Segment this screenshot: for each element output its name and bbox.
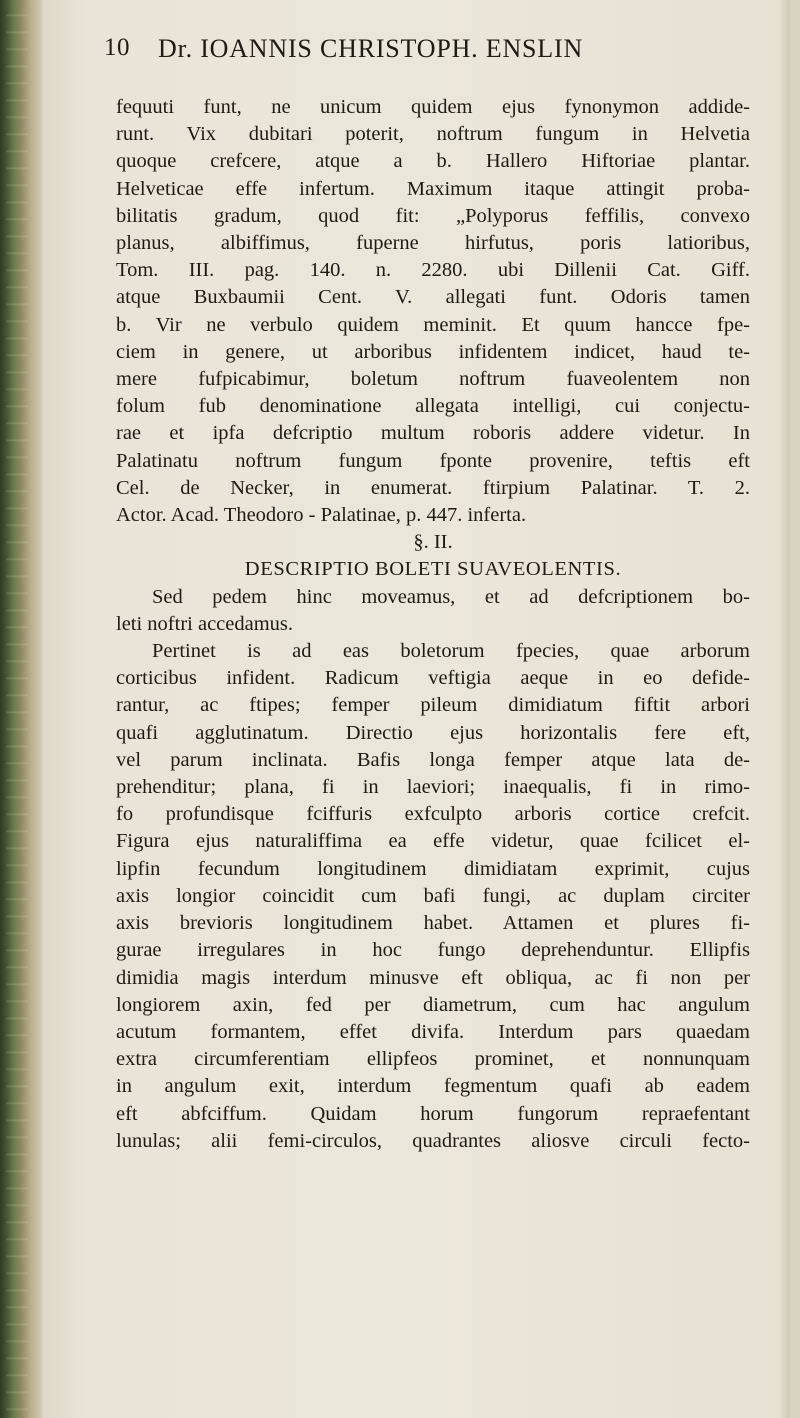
text-line: prehenditur; plana, fi in laeviori; inaequalis, fi in rimo- bbox=[116, 776, 750, 799]
text-line: fo profundisque fciffuris exfculpto arboris cortice crefcit. bbox=[116, 803, 750, 826]
text-line: Figura ejus naturaliffima ea effe videtur, quae fcilicet el- bbox=[116, 830, 750, 853]
page-header bbox=[104, 34, 744, 74]
text-line: axis brevioris longitudinem habet. Attamen et plures fi- bbox=[116, 912, 750, 935]
text-line: runt. Vix dubitari poterit, noftrum fungum in Helvetia bbox=[116, 123, 750, 146]
text-line: quoque crefcere, atque a b. Hallero Hiftoriae plantar. bbox=[116, 150, 750, 173]
text-line: atque Buxbaumii Cent. V. allegati funt. Odoris tamen bbox=[116, 286, 750, 309]
text-line: longiorem axin, fed per diametrum, cum hac angulum bbox=[116, 993, 750, 1016]
section-heading: DESCRIPTIO BOLETI SUAVEOLENTIS. bbox=[244, 558, 622, 581]
text-line: fequuti funt, ne unicum quidem ejus fynonymon addide- bbox=[116, 96, 750, 118]
text-line: planus, albiffimus, fuperne hirfutus, poris latioribus, bbox=[116, 232, 750, 255]
book-binding bbox=[0, 0, 42, 1418]
text-line: Helveticae effe infertum. Maximum itaque attingit proba- bbox=[116, 177, 750, 200]
text-line: vel parum inclinata. Bafis longa femper atque lata de- bbox=[116, 748, 750, 771]
text-line: acutum formantem, effet divifa. Interdum pars quaedam bbox=[116, 1020, 750, 1043]
text-line: dimidia magis interdum minusve eft obliqua, ac fi non per bbox=[116, 966, 750, 989]
text-line: mere fufpicabimur, boletum noftrum fuaveolentem non bbox=[116, 368, 750, 391]
text-line: gurae irregulares in hoc fungo deprehenduntur. Ellipfis bbox=[116, 939, 750, 962]
text-line: Pertinet is ad eas boletorum fpecies, quae arborum bbox=[152, 640, 750, 663]
text-line: Tom. III. pag. 140. n. 2280. ubi Dillenii Cat. Giff. bbox=[116, 259, 750, 282]
text-line: Palatinatu noftrum fungum fponte provenire, teftis eft bbox=[116, 449, 750, 472]
text-line: corticibus infident. Radicum veftigia aeque in eo defide- bbox=[116, 667, 750, 690]
text-line: Actor. Acad. Theodoro - Palatinae, p. 447. inferta. bbox=[116, 504, 527, 527]
text-line: extra circumferentiam ellipfeos prominet, et nonnunquam bbox=[116, 1048, 750, 1071]
text-line: rae et ipfa defcriptio multum roboris addere videtur. In bbox=[116, 422, 750, 445]
text-line: axis longior coincidit cum bafi fungi, ac duplam circiter bbox=[116, 884, 750, 907]
body-text bbox=[116, 94, 750, 1155]
running-head: Dr. IOANNIS CHRISTOPH. ENSLIN bbox=[158, 34, 584, 63]
text-line: leti noftri accedamus. bbox=[116, 612, 294, 635]
text-line: lunulas; alii femi-circulos, quadrantes aliosve circuli fecto- bbox=[116, 1129, 750, 1152]
text-line: in angulum exit, interdum fegmentum quafi ab eadem bbox=[116, 1075, 750, 1098]
text-line: ciem in genere, ut arboribus infidentem indicet, haud te- bbox=[116, 340, 750, 363]
text-line: rantur, ac ftipes; femper pileum dimidiatum fiftit arbori bbox=[116, 694, 750, 717]
text-line: quafi agglutinatum. Directio ejus horizontalis fere eft, bbox=[116, 721, 750, 744]
text-line: Sed pedem hinc moveamus, et ad defcriptionem bo- bbox=[152, 585, 750, 608]
text-line: Cel. de Necker, in enumerat. ftirpium Palatinar. T. 2. bbox=[116, 476, 750, 499]
binding-texture bbox=[6, 0, 28, 1418]
page-number: 10 bbox=[104, 34, 130, 61]
text-line: eft abfciffum. Quidam horum fungorum repraefentant bbox=[116, 1102, 750, 1125]
text-line: folum fub denominatione allegata intelligi, cui conjectu- bbox=[116, 395, 750, 418]
text-line: lipfin fecundum longitudinem dimidiatam exprimit, cujus bbox=[116, 857, 750, 880]
text-line: b. Vir ne verbulo quidem meminit. Et quum hancce fpe- bbox=[116, 313, 750, 336]
page-edge bbox=[780, 0, 790, 1418]
text-line: bilitatis gradum, quod fit: „Polyporus feffilis, convexo bbox=[116, 204, 750, 227]
section-number: §. II. bbox=[413, 531, 453, 554]
